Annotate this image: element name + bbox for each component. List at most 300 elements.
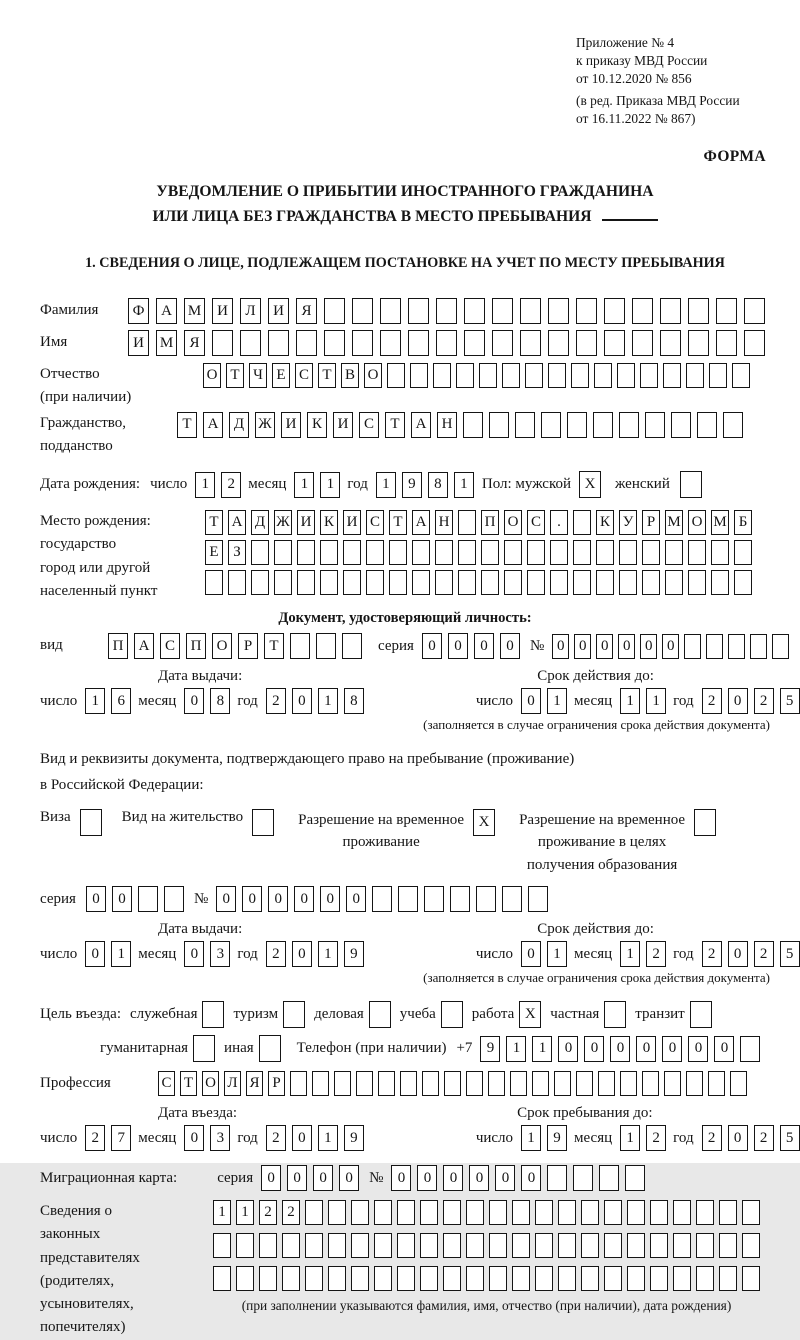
char-cell[interactable]: С [295,363,313,388]
char-cell[interactable]: Ж [274,510,292,535]
char-cell[interactable]: О [364,363,382,388]
char-cell[interactable]: Р [642,510,660,535]
char-cell[interactable]: 2 [266,941,286,967]
char-cell[interactable] [567,412,587,438]
char-cell[interactable]: 0 [618,634,635,659]
char-cell[interactable] [642,540,660,565]
char-cell[interactable]: 0 [292,941,312,967]
residence-permit-checkbox[interactable] [252,809,274,836]
char-cell[interactable] [596,570,614,595]
char-cell[interactable] [324,298,345,324]
char-cell[interactable] [660,298,681,324]
char-cell[interactable] [504,570,522,595]
char-cell[interactable]: 2 [702,688,722,714]
char-cell[interactable] [236,1266,254,1291]
char-cell[interactable] [573,540,591,565]
char-cell[interactable] [378,1071,395,1096]
char-cell[interactable] [684,634,701,659]
char-cell[interactable]: Ч [249,363,267,388]
char-cell[interactable]: П [108,633,128,659]
char-cell[interactable] [571,363,589,388]
char-cell[interactable]: М [156,330,177,356]
visa-checkbox[interactable] [80,809,102,836]
char-cell[interactable]: С [158,1071,175,1096]
char-cell[interactable] [435,540,453,565]
char-cell[interactable]: П [186,633,206,659]
char-cell[interactable] [212,330,233,356]
char-cell[interactable] [673,1233,691,1258]
char-cell[interactable] [397,1233,415,1258]
char-cell[interactable] [290,633,310,659]
char-cell[interactable] [466,1233,484,1258]
char-cell[interactable] [723,412,743,438]
char-cell[interactable]: Е [272,363,290,388]
char-cell[interactable] [604,330,625,356]
char-cell[interactable] [481,540,499,565]
char-cell[interactable] [750,634,767,659]
char-cell[interactable] [576,298,597,324]
char-cell[interactable]: Т [385,412,405,438]
char-cell[interactable] [573,570,591,595]
char-cell[interactable] [374,1233,392,1258]
char-cell[interactable] [205,570,223,595]
char-cell[interactable]: 2 [754,941,774,967]
char-cell[interactable] [660,330,681,356]
char-cell[interactable]: М [711,510,729,535]
char-cell[interactable] [650,1266,668,1291]
char-cell[interactable] [296,330,317,356]
char-cell[interactable]: 0 [728,1125,748,1151]
char-cell[interactable]: М [184,298,205,324]
char-cell[interactable] [312,1071,329,1096]
char-cell[interactable] [436,298,457,324]
char-cell[interactable]: Д [251,510,269,535]
char-cell[interactable]: 1 [320,472,340,498]
char-cell[interactable]: 5 [780,688,800,714]
char-cell[interactable] [620,1071,637,1096]
char-cell[interactable] [274,540,292,565]
char-cell[interactable]: 2 [754,688,774,714]
char-cell[interactable]: 2 [85,1125,105,1151]
char-cell[interactable] [711,540,729,565]
char-cell[interactable] [436,330,457,356]
char-cell[interactable]: А [156,298,177,324]
char-cell[interactable] [740,1036,760,1062]
char-cell[interactable]: К [320,510,338,535]
char-cell[interactable] [716,330,737,356]
char-cell[interactable] [282,1266,300,1291]
char-cell[interactable] [389,570,407,595]
char-cell[interactable]: А [412,510,430,535]
char-cell[interactable]: 2 [266,1125,286,1151]
char-cell[interactable]: 0 [714,1036,734,1062]
char-cell[interactable]: А [203,412,223,438]
char-cell[interactable] [352,298,373,324]
char-cell[interactable]: Т [205,510,223,535]
char-cell[interactable]: 2 [702,941,722,967]
purpose-humanitarian-checkbox[interactable] [193,1035,215,1062]
char-cell[interactable]: 1 [547,941,567,967]
char-cell[interactable] [640,363,658,388]
char-cell[interactable] [627,1200,645,1225]
char-cell[interactable] [619,540,637,565]
edu-residence-checkbox[interactable] [694,809,716,836]
char-cell[interactable]: 0 [216,886,236,912]
char-cell[interactable] [398,886,418,912]
char-cell[interactable] [573,1165,593,1191]
char-cell[interactable] [380,298,401,324]
char-cell[interactable]: 0 [521,1165,541,1191]
char-cell[interactable] [397,1266,415,1291]
char-cell[interactable] [372,886,392,912]
char-cell[interactable] [532,1071,549,1096]
char-cell[interactable] [240,330,261,356]
char-cell[interactable] [164,886,184,912]
char-cell[interactable]: 0 [469,1165,489,1191]
char-cell[interactable]: У [619,510,637,535]
char-cell[interactable]: 0 [268,886,288,912]
char-cell[interactable] [596,540,614,565]
char-cell[interactable] [352,330,373,356]
char-cell[interactable]: Т [177,412,197,438]
char-cell[interactable] [316,633,336,659]
char-cell[interactable] [489,1233,507,1258]
char-cell[interactable] [502,886,522,912]
char-cell[interactable]: 0 [662,1036,682,1062]
char-cell[interactable]: 1 [195,472,215,498]
char-cell[interactable] [515,412,535,438]
char-cell[interactable] [665,570,683,595]
char-cell[interactable]: 1 [620,1125,640,1151]
purpose-private-checkbox[interactable] [604,1001,626,1028]
char-cell[interactable]: 0 [728,688,748,714]
char-cell[interactable]: 1 [506,1036,526,1062]
char-cell[interactable] [138,886,158,912]
char-cell[interactable] [443,1200,461,1225]
char-cell[interactable]: 0 [636,1036,656,1062]
char-cell[interactable] [510,1071,527,1096]
char-cell[interactable] [541,412,561,438]
char-cell[interactable] [573,510,591,535]
char-cell[interactable] [719,1200,737,1225]
char-cell[interactable]: 0 [417,1165,437,1191]
char-cell[interactable] [617,363,635,388]
char-cell[interactable] [356,1071,373,1096]
title-blank-underline[interactable] [602,205,658,221]
char-cell[interactable]: 9 [480,1036,500,1062]
char-cell[interactable] [334,1071,351,1096]
char-cell[interactable] [598,1071,615,1096]
sex-male-checkbox[interactable]: X [579,471,601,498]
char-cell[interactable]: 0 [662,634,679,659]
char-cell[interactable] [528,886,548,912]
char-cell[interactable]: 1 [521,1125,541,1151]
char-cell[interactable]: 1 [213,1200,231,1225]
char-cell[interactable] [412,540,430,565]
char-cell[interactable] [673,1200,691,1225]
char-cell[interactable]: 1 [318,688,338,714]
char-cell[interactable] [527,540,545,565]
char-cell[interactable] [380,330,401,356]
char-cell[interactable]: 0 [584,1036,604,1062]
char-cell[interactable]: 1 [454,472,474,498]
char-cell[interactable]: Ф [128,298,149,324]
char-cell[interactable] [458,570,476,595]
char-cell[interactable] [696,1266,714,1291]
char-cell[interactable] [236,1233,254,1258]
char-cell[interactable]: 0 [86,886,106,912]
char-cell[interactable] [548,363,566,388]
char-cell[interactable]: 0 [596,634,613,659]
char-cell[interactable] [728,634,745,659]
char-cell[interactable]: И [297,510,315,535]
char-cell[interactable] [525,363,543,388]
char-cell[interactable]: 0 [292,688,312,714]
char-cell[interactable]: 0 [688,1036,708,1062]
char-cell[interactable] [520,330,541,356]
purpose-transit-checkbox[interactable] [690,1001,712,1028]
char-cell[interactable]: 9 [402,472,422,498]
char-cell[interactable]: 0 [294,886,314,912]
char-cell[interactable] [282,1233,300,1258]
char-cell[interactable] [772,634,789,659]
char-cell[interactable] [320,540,338,565]
char-cell[interactable] [744,330,765,356]
char-cell[interactable] [268,330,289,356]
purpose-business-checkbox[interactable] [369,1001,391,1028]
char-cell[interactable]: 0 [640,634,657,659]
char-cell[interactable]: О [504,510,522,535]
char-cell[interactable]: К [596,510,614,535]
char-cell[interactable] [464,298,485,324]
char-cell[interactable]: 0 [521,941,541,967]
char-cell[interactable]: 2 [259,1200,277,1225]
char-cell[interactable]: И [333,412,353,438]
char-cell[interactable] [581,1266,599,1291]
char-cell[interactable]: 1 [547,688,567,714]
char-cell[interactable]: К [307,412,327,438]
char-cell[interactable]: 3 [210,1125,230,1151]
char-cell[interactable] [671,412,691,438]
char-cell[interactable] [213,1266,231,1291]
char-cell[interactable]: 0 [184,941,204,967]
char-cell[interactable] [730,1071,747,1096]
char-cell[interactable]: 0 [574,634,591,659]
purpose-tourism-checkbox[interactable] [283,1001,305,1028]
char-cell[interactable]: И [212,298,233,324]
char-cell[interactable] [688,330,709,356]
char-cell[interactable] [458,510,476,535]
sex-female-checkbox[interactable] [680,471,702,498]
char-cell[interactable]: 0 [184,1125,204,1151]
char-cell[interactable] [604,1266,622,1291]
char-cell[interactable]: Т [318,363,336,388]
char-cell[interactable]: 3 [210,941,230,967]
char-cell[interactable] [688,540,706,565]
char-cell[interactable]: С [527,510,545,535]
char-cell[interactable] [342,633,362,659]
char-cell[interactable] [581,1200,599,1225]
char-cell[interactable]: 1 [294,472,314,498]
char-cell[interactable] [686,1071,703,1096]
char-cell[interactable]: И [268,298,289,324]
char-cell[interactable]: 0 [242,886,262,912]
char-cell[interactable] [512,1266,530,1291]
char-cell[interactable]: 0 [495,1165,515,1191]
char-cell[interactable] [343,570,361,595]
char-cell[interactable]: 0 [558,1036,578,1062]
char-cell[interactable]: С [359,412,379,438]
char-cell[interactable]: Т [226,363,244,388]
char-cell[interactable]: 0 [422,633,442,659]
char-cell[interactable] [502,363,520,388]
char-cell[interactable]: О [212,633,232,659]
char-cell[interactable] [290,1071,307,1096]
char-cell[interactable]: 0 [320,886,340,912]
char-cell[interactable]: 8 [210,688,230,714]
char-cell[interactable] [686,363,704,388]
char-cell[interactable] [632,330,653,356]
char-cell[interactable] [734,540,752,565]
char-cell[interactable] [443,1233,461,1258]
char-cell[interactable]: Я [296,298,317,324]
char-cell[interactable]: 1 [532,1036,552,1062]
char-cell[interactable]: 0 [552,634,569,659]
temp-residence-checkbox[interactable]: X [473,809,495,836]
char-cell[interactable] [433,363,451,388]
char-cell[interactable]: Н [435,510,453,535]
char-cell[interactable]: 0 [313,1165,333,1191]
char-cell[interactable] [374,1266,392,1291]
char-cell[interactable] [366,570,384,595]
char-cell[interactable] [492,330,513,356]
char-cell[interactable] [408,298,429,324]
char-cell[interactable] [742,1233,760,1258]
char-cell[interactable]: И [128,330,149,356]
char-cell[interactable]: С [160,633,180,659]
purpose-other-checkbox[interactable] [259,1035,281,1062]
char-cell[interactable] [305,1233,323,1258]
char-cell[interactable] [466,1200,484,1225]
char-cell[interactable]: Р [238,633,258,659]
char-cell[interactable] [297,570,315,595]
char-cell[interactable] [734,570,752,595]
char-cell[interactable] [520,298,541,324]
char-cell[interactable] [719,1233,737,1258]
char-cell[interactable]: Л [224,1071,241,1096]
char-cell[interactable]: И [281,412,301,438]
char-cell[interactable]: Я [246,1071,263,1096]
char-cell[interactable]: Н [437,412,457,438]
char-cell[interactable] [535,1266,553,1291]
char-cell[interactable] [450,886,470,912]
char-cell[interactable] [464,330,485,356]
char-cell[interactable]: 0 [521,688,541,714]
char-cell[interactable]: Я [184,330,205,356]
char-cell[interactable]: 2 [646,941,666,967]
char-cell[interactable]: 2 [221,472,241,498]
char-cell[interactable] [476,886,496,912]
char-cell[interactable] [228,570,246,595]
char-cell[interactable] [328,1266,346,1291]
char-cell[interactable]: 7 [111,1125,131,1151]
char-cell[interactable]: 0 [184,688,204,714]
char-cell[interactable] [627,1233,645,1258]
char-cell[interactable]: 8 [428,472,448,498]
char-cell[interactable]: 0 [292,1125,312,1151]
char-cell[interactable] [481,570,499,595]
char-cell[interactable]: 1 [318,1125,338,1151]
char-cell[interactable] [742,1266,760,1291]
char-cell[interactable] [512,1233,530,1258]
char-cell[interactable] [305,1266,323,1291]
char-cell[interactable] [410,363,428,388]
char-cell[interactable]: 2 [702,1125,722,1151]
char-cell[interactable] [274,570,292,595]
char-cell[interactable] [351,1200,369,1225]
char-cell[interactable]: Б [734,510,752,535]
purpose-work-checkbox[interactable]: X [519,1001,541,1028]
char-cell[interactable] [489,412,509,438]
char-cell[interactable] [422,1071,439,1096]
char-cell[interactable] [527,570,545,595]
char-cell[interactable] [512,1200,530,1225]
char-cell[interactable] [400,1071,417,1096]
char-cell[interactable] [351,1266,369,1291]
char-cell[interactable] [594,363,612,388]
char-cell[interactable] [632,298,653,324]
char-cell[interactable]: 0 [112,886,132,912]
char-cell[interactable] [535,1200,553,1225]
char-cell[interactable]: И [343,510,361,535]
char-cell[interactable] [619,570,637,595]
char-cell[interactable] [642,1071,659,1096]
char-cell[interactable] [697,412,717,438]
char-cell[interactable]: 9 [344,941,364,967]
char-cell[interactable] [688,298,709,324]
char-cell[interactable]: А [134,633,154,659]
char-cell[interactable] [420,1266,438,1291]
char-cell[interactable] [408,330,429,356]
char-cell[interactable] [709,363,727,388]
char-cell[interactable]: 1 [111,941,131,967]
char-cell[interactable] [688,570,706,595]
char-cell[interactable] [716,298,737,324]
char-cell[interactable] [387,363,405,388]
char-cell[interactable] [535,1233,553,1258]
char-cell[interactable] [259,1266,277,1291]
char-cell[interactable] [742,1200,760,1225]
char-cell[interactable] [343,540,361,565]
char-cell[interactable] [259,1233,277,1258]
char-cell[interactable]: 1 [620,688,640,714]
char-cell[interactable] [711,570,729,595]
char-cell[interactable]: 5 [780,941,800,967]
char-cell[interactable] [456,363,474,388]
char-cell[interactable] [554,1071,571,1096]
char-cell[interactable]: 0 [339,1165,359,1191]
char-cell[interactable] [435,570,453,595]
purpose-study-checkbox[interactable] [441,1001,463,1028]
char-cell[interactable] [412,570,430,595]
char-cell[interactable] [504,540,522,565]
char-cell[interactable] [305,1200,323,1225]
char-cell[interactable]: 2 [282,1200,300,1225]
char-cell[interactable] [719,1266,737,1291]
char-cell[interactable] [604,1233,622,1258]
char-cell[interactable]: Ж [255,412,275,438]
char-cell[interactable]: 1 [620,941,640,967]
